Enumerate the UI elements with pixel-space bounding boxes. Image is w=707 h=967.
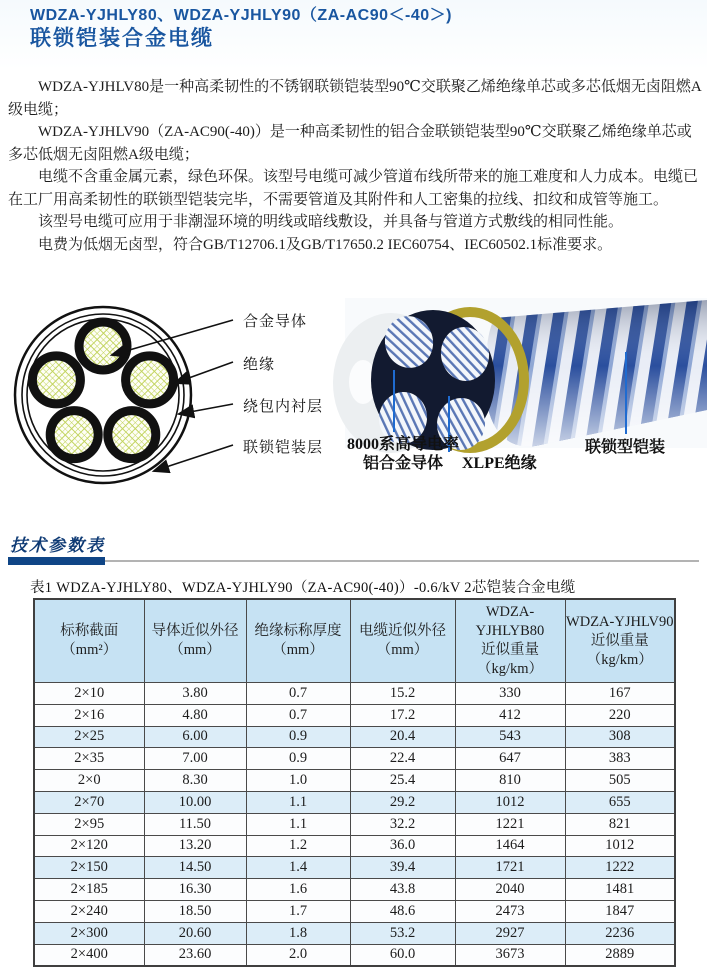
label-inner-liner: 绕包内衬层 [243,399,324,415]
table-cell: 16.30 [144,879,246,901]
table-cell: 1.7 [246,900,350,922]
table-cell: 1012 [455,791,565,813]
table-cell: 6.00 [144,726,246,748]
table-row [34,704,675,726]
intro-paragraph: WDZA-YJHLV90（ZA-AC90(-40)）是一种高柔韧性的铝合金联锁铠装型90℃交联聚乙烯绝缘单芯或多芯低烟无卤阻燃A级电缆； [8,124,692,163]
table-cell: 2×300 [34,922,144,944]
table-cell: 3.80 [144,683,246,705]
table-cell: 2×240 [34,900,144,922]
table-row [34,879,675,901]
spec-table-header-row [34,599,675,683]
table-row [34,900,675,922]
table-cell: 2×16 [34,704,144,726]
table-cell: 2889 [565,944,675,966]
doc-header [30,6,452,52]
table-cell: 2040 [455,879,565,901]
label-alloy-conductor: 合金导体 [243,314,308,330]
spec-table [33,598,676,967]
table-cell: 14.50 [144,857,246,879]
table-cell: 543 [455,726,565,748]
section-heading-rule [105,560,699,562]
table-cell: 60.0 [350,944,455,966]
table-cell: 2.0 [246,944,350,966]
table-cell: 821 [565,813,675,835]
table-cell: 15.2 [350,683,455,705]
intro-paragraph: 电缆不含重金属元素，绿色环保。该型号电缆可减少管道布线所带来的施工难度和人力成本。电缆已在工厂用高柔韧性的联锁型铠装完毕，不需要管道及其附件和人工密集的拉线、扣纹和成管等施工。 [8,169,699,208]
table-cell: 11.50 [144,813,246,835]
table-caption: 表1 WDZA-YJHLY80、WDZA-YJHLY90（ZA-AC90(-40)）-0.6/kV 2芯铠装合金电缆 [30,580,576,596]
label-interlock-armor: 联锁型铠装 [585,439,666,456]
leader-line-conductor [393,370,395,432]
table-cell: 1481 [565,879,675,901]
table-cell: 2×25 [34,726,144,748]
label-interlock-armor-layer: 联锁铠装层 [243,440,324,456]
spec-table-body [34,683,675,967]
column-header: 标称截面 （mm²） [34,599,144,683]
table-cell: 2×185 [34,879,144,901]
table-cell: 20.4 [350,726,455,748]
table-cell: 2×35 [34,748,144,770]
table-cell: 1221 [455,813,565,835]
table-cell: 0.9 [246,748,350,770]
table-cell: 308 [565,726,675,748]
table-cell: 23.60 [144,944,246,966]
table-cell: 36.0 [350,835,455,857]
table-cell: 0.7 [246,683,350,705]
table-cell: 3673 [455,944,565,966]
table-cell: 32.2 [350,813,455,835]
table-cell: 7.00 [144,748,246,770]
table-row [34,791,675,813]
page-title: 联锁铠装合金电缆 [30,27,214,50]
label-al-conductor-line2: 铝合金导体 [362,455,443,472]
label-insulation: 绝缘 [243,357,276,373]
table-cell: 17.2 [350,704,455,726]
column-header: 导体近似外径 （mm） [144,599,246,683]
column-header: WDZA-YJHLYB80 近似重量（kg/km） [455,599,565,683]
table-cell: 25.4 [350,770,455,792]
table-cell: 1.2 [246,835,350,857]
figures-section [0,292,707,507]
intro-paragraphs [8,76,702,256]
table-cell: 1847 [565,900,675,922]
column-header: 绝缘标称厚度 （mm） [246,599,350,683]
table-row [34,835,675,857]
table-cell: 2473 [455,900,565,922]
table-cell: 810 [455,770,565,792]
column-header: 电缆近似外径 （mm） [350,599,455,683]
cable-photo-illustration [345,298,707,448]
table-cell: 13.20 [144,835,246,857]
leader-line-armor [625,352,627,434]
table-cell: 1464 [455,835,565,857]
section-heading: 技术参数表 [10,536,105,555]
table-cell: 383 [565,748,675,770]
table-cell: 18.50 [144,900,246,922]
table-cell: 53.2 [350,922,455,944]
intro-paragraph: WDZA-YJHLV80是一种高柔韧性的不锈钢联锁铠装型90℃交联聚乙烯绝缘单芯或多芯低烟无卤阻燃A级电缆； [8,79,702,118]
table-cell: 29.2 [350,791,455,813]
table-cell: 505 [565,770,675,792]
table-cell: 412 [455,704,565,726]
table-cell: 0.7 [246,704,350,726]
table-row [34,770,675,792]
intro-paragraph: 电费为低烟无卤型，符合GB/T12706.1及GB/T17650.2 IEC60754、IEC60502.1标准要求。 [38,236,613,253]
table-cell: 10.00 [144,791,246,813]
table-cell: 220 [565,704,675,726]
table-cell: 1.8 [246,922,350,944]
table-row [34,857,675,879]
table-cell: 167 [565,683,675,705]
table-cell: 1.1 [246,813,350,835]
table-cell: 1.1 [246,791,350,813]
table-row [34,813,675,835]
table-cell: 330 [455,683,565,705]
table-cell: 2×400 [34,944,144,966]
label-xlpe-insulation: XLPE绝缘 [462,455,537,472]
label-al-conductor [343,435,463,473]
table-cell: 1721 [455,857,565,879]
table-cell: 2×150 [34,857,144,879]
table-row [34,748,675,770]
table-cell: 43.8 [350,879,455,901]
label-al-conductor-line1: 8000系高导电率 [346,436,459,453]
table-cell: 22.4 [350,748,455,770]
table-cell: 1.4 [246,857,350,879]
table-cell: 48.6 [350,900,455,922]
table-cell: 2×120 [34,835,144,857]
table-cell: 655 [565,791,675,813]
table-cell: 8.30 [144,770,246,792]
table-row [34,726,675,748]
table-cell: 1.6 [246,879,350,901]
table-cell: 647 [455,748,565,770]
table-cell: 2236 [565,922,675,944]
table-cell: 2927 [455,922,565,944]
table-cell: 1.0 [246,770,350,792]
table-row [34,683,675,705]
table-cell: 2×0 [34,770,144,792]
table-cell: 2×10 [34,683,144,705]
table-row [34,944,675,966]
product-model-title: WDZA-YJHLY80、WDZA-YJHLY90（ZA-AC90＜-40＞) [30,7,452,24]
table-cell: 1222 [565,857,675,879]
table-cell: 2×70 [34,791,144,813]
table-cell: 1012 [565,835,675,857]
table-row [34,922,675,944]
table-cell: 39.4 [350,857,455,879]
table-cell: 0.9 [246,726,350,748]
table-cell: 4.80 [144,704,246,726]
column-header: WDZA-YJHLV90 近似重量（kg/km） [565,599,675,683]
intro-paragraph: 该型号电缆可应用于非潮湿环境的明线或暗线敷设，并具备与管道方式敷线的相同性能。 [38,214,624,230]
table-cell: 2×95 [34,813,144,835]
section-heading-bar [8,557,105,565]
table-cell: 20.60 [144,922,246,944]
